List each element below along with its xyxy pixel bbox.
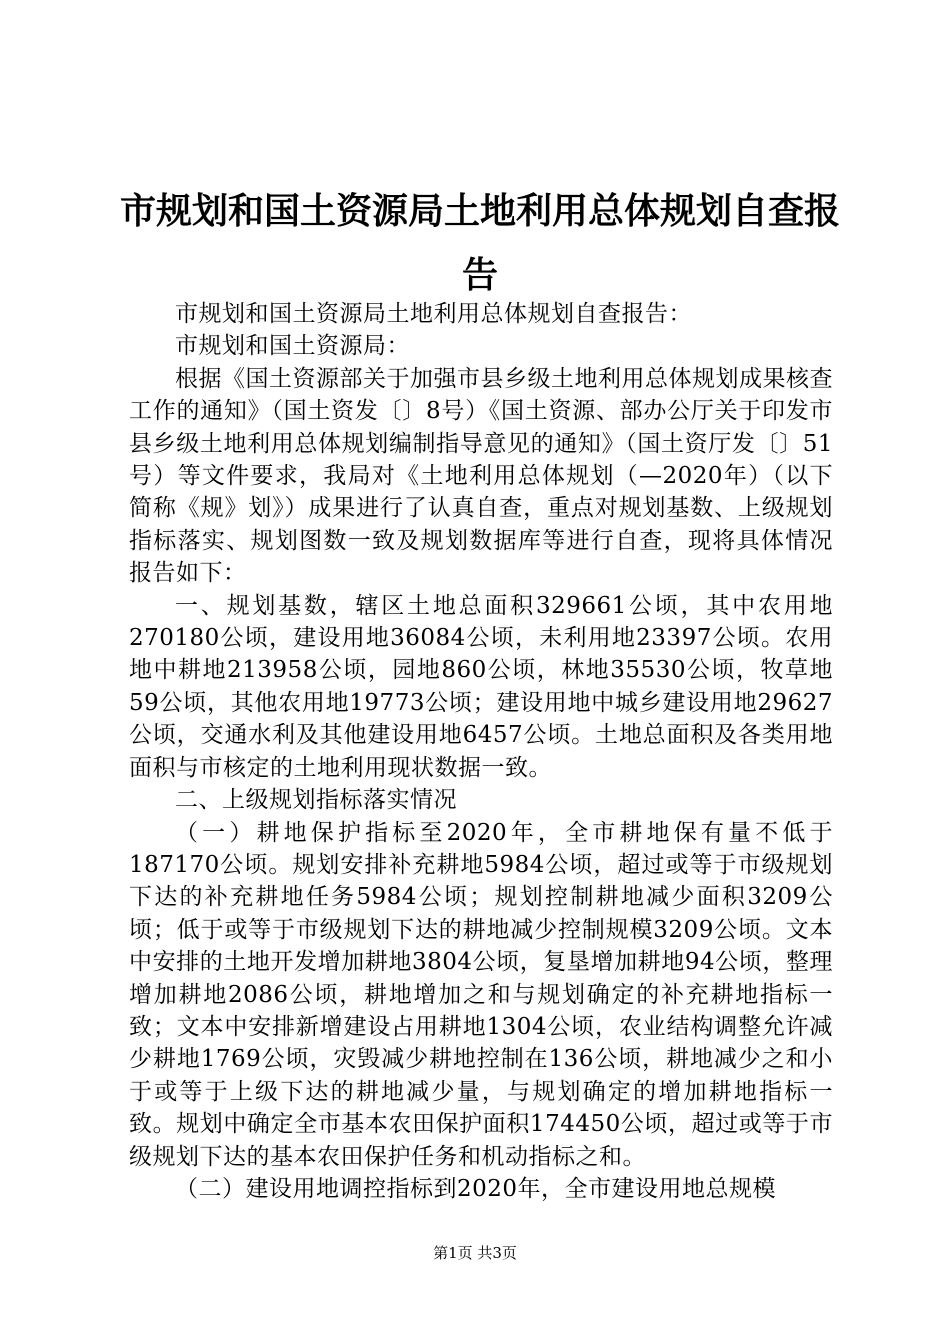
paragraph-section-2-2: （二）建设用地调控指标到2020年，全市建设用地总规模 xyxy=(175,1175,777,1202)
page-number-footer: 第1页 共3页 xyxy=(433,1244,517,1262)
paragraph-addressee: 市规划和国土资源局： xyxy=(175,333,410,360)
paragraph-section-2-1: （一）耕地保护指标至2020年，全市耕地保有量不低于187170公顷。规划安排补充耕地5984公顷，超过或等于市级规划下达的补充耕地任务5984公顷；规划控制耕地减少面积3209公顷；低于或等于市级规划下达的耕地减少控制规模3209公顷。文本中安排的土地开发增加耕地3804公顷，复垦增加耕地94公顷，整理增加耕地2086公顷，耕地增加之和与规划确定的补充耕地指标一致；文本中安排新增建设占用耕地1304公顷，农业结构调整允许减少耕地1769公顷，灾毁减少耕地控制在136公顷，耕地减少之和小于或等于上级下达的耕地减少量，与规划确定的增加耕地指标一致。规划中确定全市基本农田保护面积174450公顷，超过或等于市级规划下达的基本农田保护任务和机动指标之和。 xyxy=(129,819,833,1170)
paragraph-section-1: 一、规划基数，辖区土地总面积329661公顷，其中农用地270180公顷，建设用地36084公顷，未利用地23397公顷。农用地中耕地213958公顷，园地860公顷，林地35530公顷，牧草地59公顷，其他农用地19773公顷；建设用地中城乡建设用地29627公顷，交通水利及其他建设用地6457公顷。土地总面积及各类用地面积与市核定的土地利用现状数据一致。 xyxy=(129,592,833,781)
paragraph-intro: 根据《国土资源部关于加强市县乡级土地利用总体规划成果核查工作的通知》（国土资发〔〕8号）《国土资源、部办公厅关于印发市县乡级土地利用总体规划编制指导意见的通知》（国土资厅发〔〕51号）等文件要求，我局对《土地利用总体规划（—2020年）（以下简称《规》划》）成果进行了认真自查，重点对规划基数、上级规划指标落实、规划图数一致及规划数据库等进行自查，现将具体情况报告如下： xyxy=(129,365,833,587)
document-body xyxy=(129,298,833,1205)
document-title: 市规划和国土资源局土地利用总体规划自查报告 xyxy=(120,191,841,296)
paragraph-section-2-heading: 二、上级规划指标落实情况 xyxy=(175,787,457,814)
paragraph-heading-line: 市规划和国土资源局土地利用总体规划自查报告： xyxy=(175,301,692,327)
